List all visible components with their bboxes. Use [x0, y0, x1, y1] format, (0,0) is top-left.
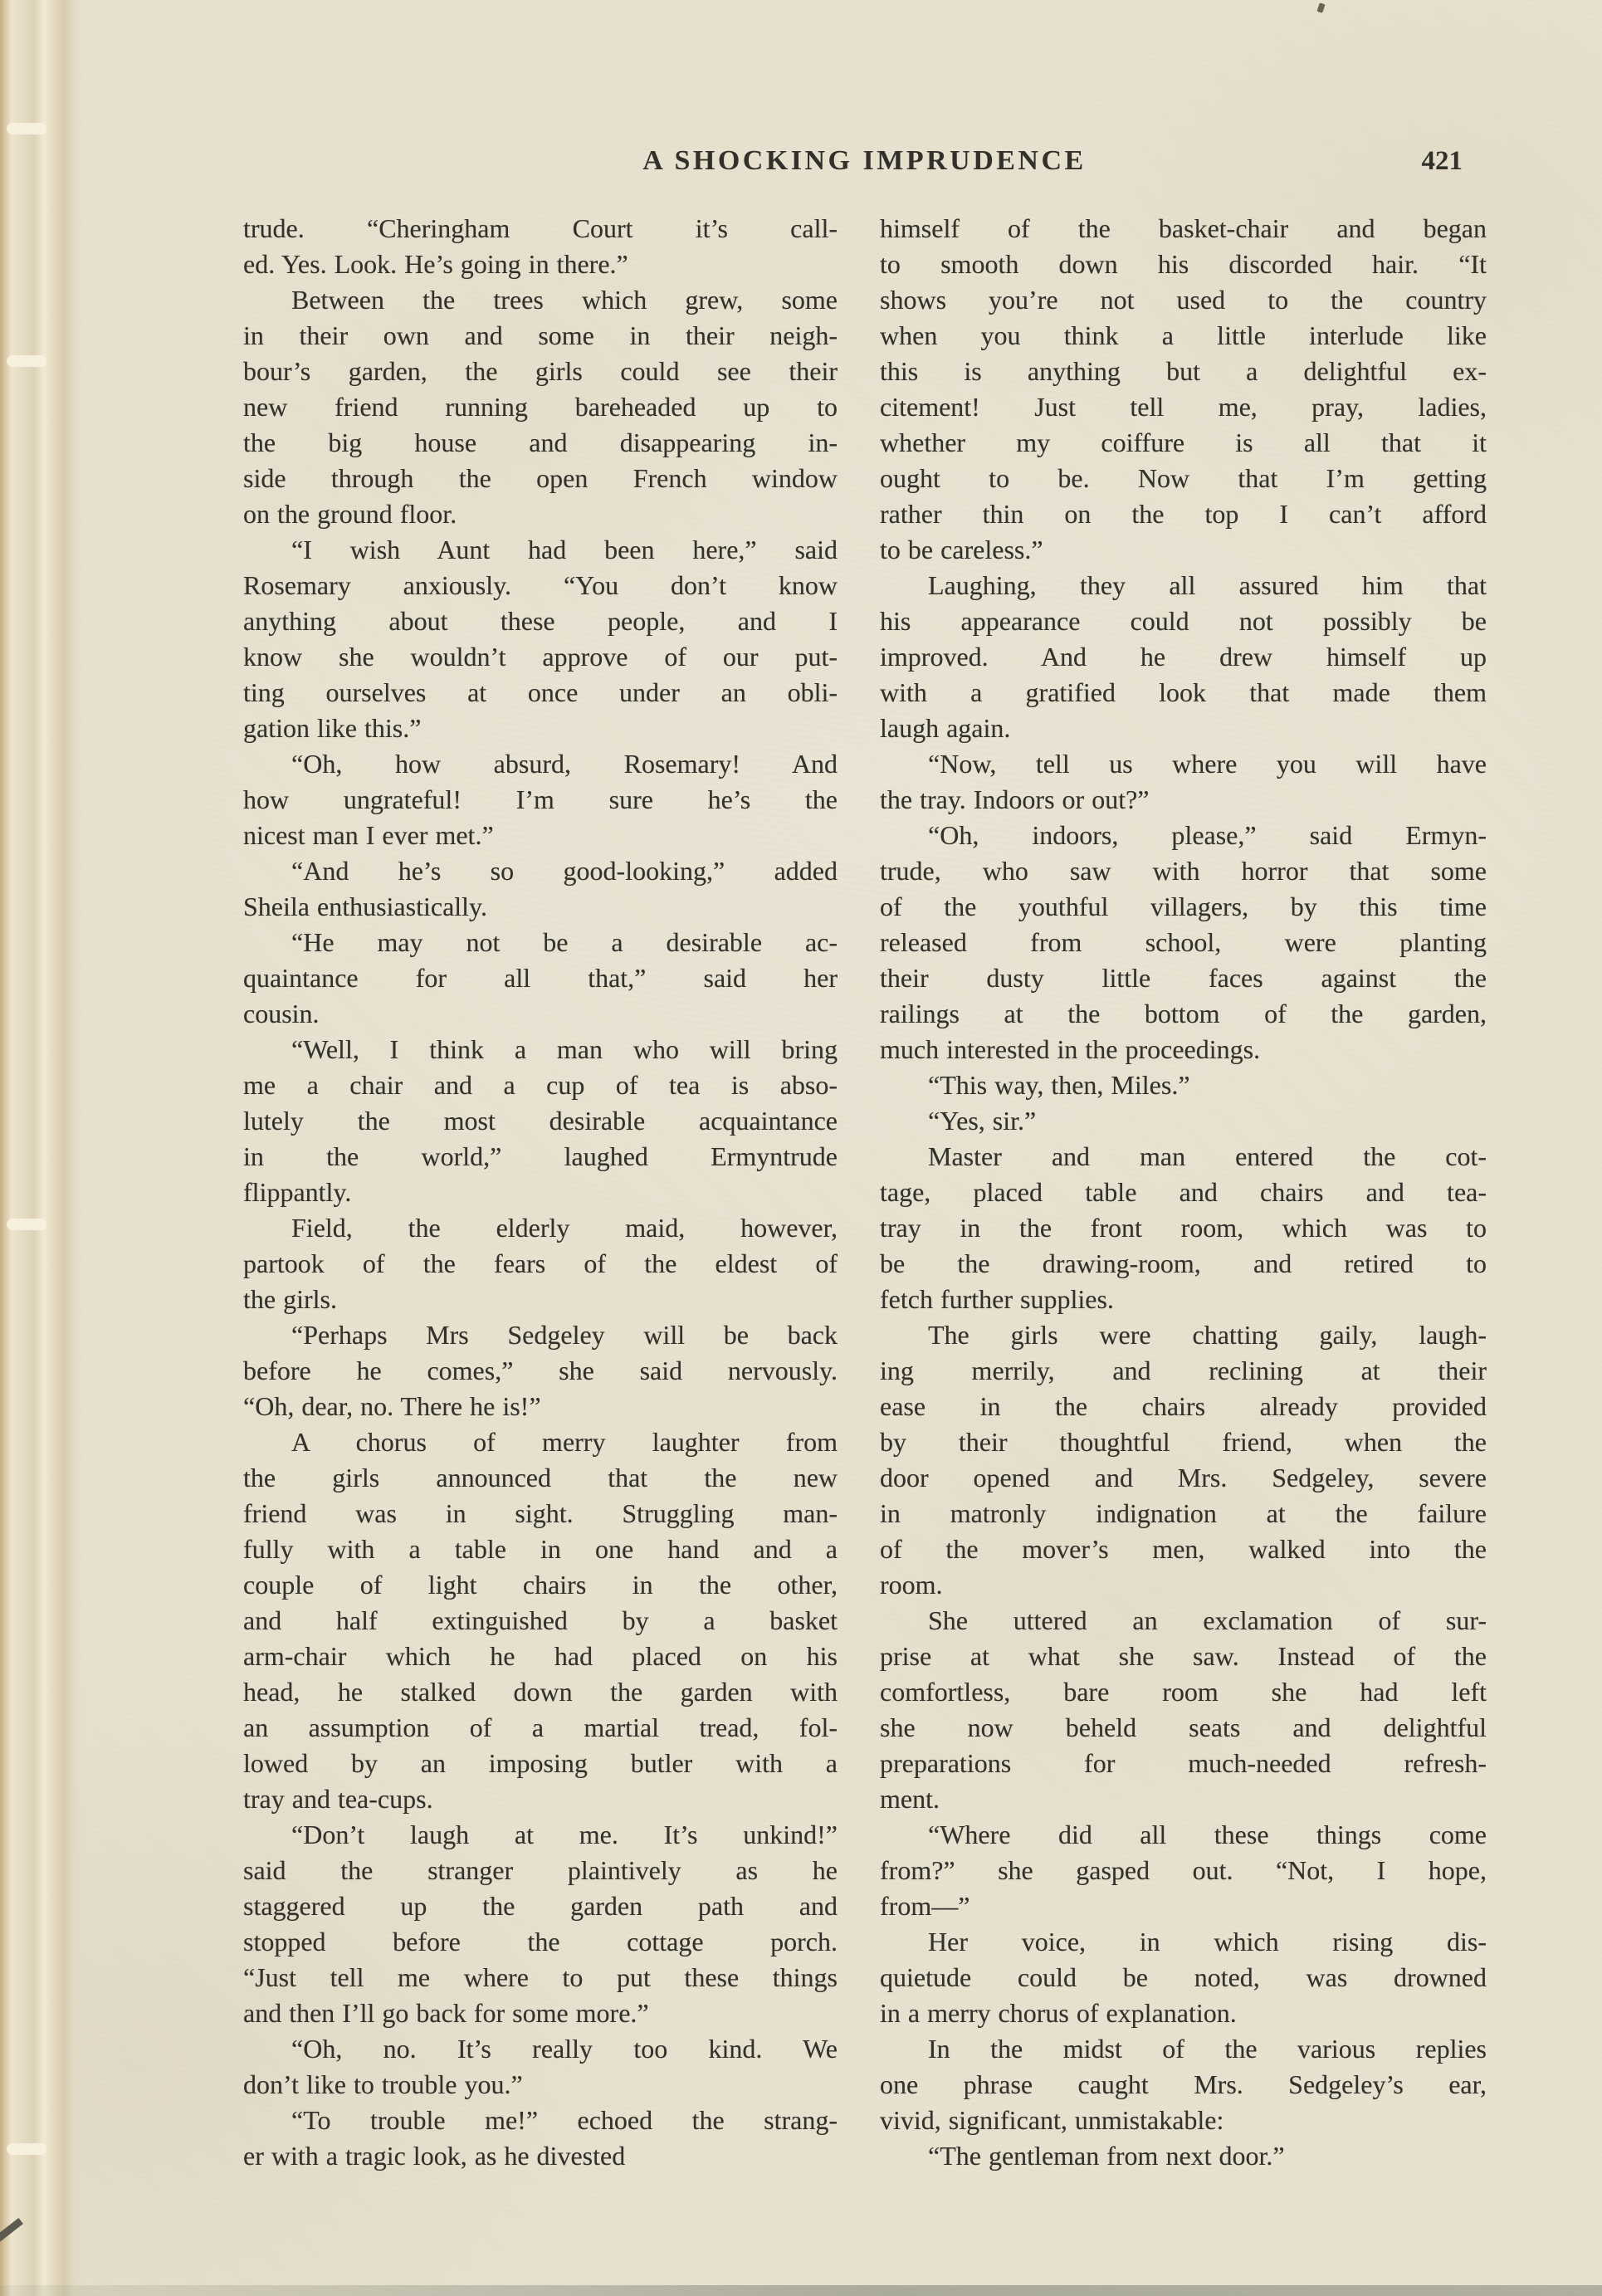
text-line: “The gentleman from next door.”	[928, 2141, 1285, 2171]
text-line: know she wouldn’t approve of our put-	[243, 642, 838, 672]
text-line: laugh again.	[880, 713, 1011, 743]
paragraph	[880, 1924, 1487, 2031]
text-line: anything about these people, and I	[243, 606, 838, 636]
binding-notch	[7, 1219, 46, 1230]
text-line: rather thin on the top I can’t afford	[880, 499, 1487, 529]
text-line: before he comes,” she said nervously.	[243, 1356, 838, 1385]
text-line: ment.	[880, 1784, 940, 1814]
text-column-right	[880, 211, 1487, 2174]
text-line: comfortless, bare room she had left	[880, 1677, 1487, 1707]
text-line: head, he stalked down the garden with	[243, 1677, 838, 1707]
text-line: ed. Yes. Look. He’s going in there.”	[243, 249, 628, 279]
text-line: the big house and disappearing in-	[243, 427, 838, 457]
text-line: the girls announced that the new	[243, 1463, 838, 1492]
text-line: quietude could be noted, was drowned	[880, 1962, 1487, 1992]
text-line: “To trouble me!” echoed the strang-	[291, 2105, 838, 2135]
text-line: door opened and Mrs. Sedgeley, severe	[880, 1463, 1487, 1492]
text-line: when you think a little interlude like	[880, 320, 1487, 350]
text-line: trude. “Cheringham Court it’s call-	[243, 213, 838, 243]
paragraph	[880, 211, 1487, 568]
text-line: couple of light chairs in the other,	[243, 1570, 838, 1600]
text-line: the tray. Indoors or out?”	[880, 784, 1150, 814]
text-line: room.	[880, 1570, 943, 1600]
text-column-left	[243, 211, 838, 2174]
paragraph	[243, 853, 838, 925]
text-line: “Oh, no. It’s really too kind. We	[291, 2034, 838, 2064]
text-line: the girls.	[243, 1284, 337, 1314]
text-line: citement! Just tell me, pray, ladies,	[880, 392, 1487, 422]
text-line: fetch further supplies.	[880, 1284, 1114, 1314]
text-line: whether my coiffure is all that it	[880, 427, 1487, 457]
text-line: an assumption of a martial tread, fol-	[243, 1712, 838, 1742]
text-line: nicest man I ever met.”	[243, 820, 494, 850]
text-line: bour’s garden, the girls could see their	[243, 356, 838, 386]
text-line: from?” she gasped out. “Not, I hope,	[880, 1855, 1487, 1885]
text-line: stopped before the cottage porch.	[243, 1927, 838, 1956]
text-line: Master and man entered the cot-	[928, 1141, 1487, 1171]
text-line: Her voice, in which rising dis-	[928, 1927, 1487, 1956]
text-line: lutely the most desirable acquaintance	[243, 1106, 838, 1136]
text-line: Between the trees which grew, some	[291, 285, 838, 315]
text-line: “And he’s so good-looking,” added	[291, 856, 838, 886]
text-line: fully with a table in one hand and a	[243, 1534, 838, 1564]
text-line: gation like this.”	[243, 713, 422, 743]
paragraph	[880, 2031, 1487, 2138]
text-line: in a merry chorus of explanation.	[880, 1998, 1237, 2028]
text-line: staggered up the garden path and	[243, 1891, 838, 1921]
text-line: er with a tragic look, as he divested	[243, 2141, 626, 2171]
text-line: new friend running bareheaded up to	[243, 392, 838, 422]
paragraph	[880, 1103, 1487, 1139]
paragraph	[880, 1817, 1487, 1924]
text-line: In the midst of the various replies	[928, 2034, 1487, 2064]
text-line: trude, who saw with horror that some	[880, 856, 1487, 886]
text-line: “Oh, how absurd, Rosemary! And	[291, 749, 838, 779]
binding-notch	[7, 355, 46, 367]
text-line: of the youthful villagers, by this time	[880, 892, 1487, 921]
binding-notch	[7, 123, 46, 134]
text-line: “I wish Aunt had been here,” said	[291, 535, 838, 564]
text-line: in their own and some in their neigh-	[243, 320, 838, 350]
text-line: Laughing, they all assured him that	[928, 570, 1487, 600]
text-line: “Don’t laugh at me. It’s unkind!”	[291, 1820, 838, 1849]
text-line: and half extinguished by a basket	[243, 1605, 838, 1635]
text-line: preparations for much-needed refresh-	[880, 1748, 1487, 1778]
text-line: improved. And he drew himself up	[880, 642, 1487, 672]
text-line: shows you’re not used to the country	[880, 285, 1487, 315]
text-line: She uttered an exclamation of sur-	[928, 1605, 1487, 1635]
paragraph	[243, 2103, 838, 2174]
text-line: from—”	[880, 1891, 970, 1921]
text-line: vivid, significant, unmistakable:	[880, 2105, 1224, 2135]
text-line: this is anything but a delightful ex-	[880, 356, 1487, 386]
text-line: cousin.	[243, 999, 320, 1028]
paragraph	[243, 282, 838, 532]
running-title: A SHOCKING IMPRUDENCE	[642, 145, 1087, 176]
page-number: 421	[1421, 146, 1463, 176]
text-line: tray in the front room, which was to	[880, 1213, 1487, 1243]
text-line: “This way, then, Miles.”	[928, 1070, 1190, 1100]
text-line: “Oh, dear, no. There he is!”	[243, 1391, 541, 1421]
scan-bottom-shadow	[0, 2285, 1602, 2296]
text-line: with a gratified look that made them	[880, 677, 1487, 707]
text-line: on the ground floor.	[243, 499, 457, 529]
text-line: in matronly indignation at the failure	[880, 1498, 1487, 1528]
text-line: ought to be. Now that I’m getting	[880, 463, 1487, 493]
text-line: quaintance for all that,” said her	[243, 963, 838, 993]
text-line: “Just tell me where to put these things	[243, 1962, 838, 1992]
text-line: to be careless.”	[880, 535, 1043, 564]
text-line: friend was in sight. Struggling man-	[243, 1498, 838, 1528]
paragraph	[243, 1210, 838, 1317]
paragraph	[243, 1424, 838, 1817]
text-line: Sheila enthusiastically.	[243, 892, 487, 921]
text-line: and then I’ll go back for some more.”	[243, 1998, 649, 2028]
text-line: “Yes, sir.”	[928, 1106, 1037, 1136]
paragraph	[243, 211, 838, 282]
paragraph	[880, 1067, 1487, 1103]
paragraph	[880, 568, 1487, 746]
text-line: “Well, I think a man who will bring	[291, 1034, 838, 1064]
book-binding-gutter	[0, 0, 83, 2296]
text-line: released from school, were planting	[880, 927, 1487, 957]
text-line: much interested in the proceedings.	[880, 1034, 1261, 1064]
text-line: prise at what she saw. Instead of the	[880, 1641, 1487, 1671]
text-line: lowed by an imposing butler with a	[243, 1748, 838, 1778]
text-line: Field, the elderly maid, however,	[291, 1213, 838, 1243]
text-line: The girls were chatting gaily, laugh-	[928, 1320, 1487, 1350]
scan-speck	[1316, 2, 1325, 13]
text-line: ease in the chairs already provided	[880, 1391, 1487, 1421]
text-line: side through the open French window	[243, 463, 838, 493]
text-line: their dusty little faces against the	[880, 963, 1487, 993]
text-line: partook of the fears of the eldest of	[243, 1248, 838, 1278]
paragraph	[243, 532, 838, 746]
text-line: by their thoughtful friend, when the	[880, 1427, 1487, 1457]
text-line: said the stranger plaintively as he	[243, 1855, 838, 1885]
text-line: how ungrateful! I’m sure he’s the	[243, 784, 838, 814]
paragraph	[880, 746, 1487, 818]
text-line: his appearance could not possibly be	[880, 606, 1487, 636]
paragraph	[243, 2031, 838, 2103]
paragraph	[243, 925, 838, 1032]
paragraph	[243, 1817, 838, 2031]
text-line: don’t like to trouble you.”	[243, 2069, 523, 2099]
text-line: Rosemary anxiously. “You don’t know	[243, 570, 838, 600]
text-line: of the mover’s men, walked into the	[880, 1534, 1487, 1564]
text-line: me a chair and a cup of tea is abso-	[243, 1070, 838, 1100]
text-line: in the world,” laughed Ermyntrude	[243, 1141, 838, 1171]
text-line: tray and tea-cups.	[243, 1784, 433, 1814]
text-line: A chorus of merry laughter from	[291, 1427, 838, 1457]
text-line: she now beheld seats and delightful	[880, 1712, 1487, 1742]
text-line: to smooth down his discorded hair. “It	[880, 249, 1487, 279]
paragraph	[880, 2138, 1487, 2174]
text-line: ting ourselves at once under an obli-	[243, 677, 838, 707]
text-line: “Perhaps Mrs Sedgeley will be back	[291, 1320, 838, 1350]
text-line: one phrase caught Mrs. Sedgeley’s ear,	[880, 2069, 1487, 2099]
text-line: tage, placed table and chairs and tea-	[880, 1177, 1487, 1207]
text-line: himself of the basket-chair and began	[880, 213, 1487, 243]
page-header	[243, 139, 1486, 183]
paragraph	[243, 1032, 838, 1210]
text-line: railings at the bottom of the garden,	[880, 999, 1487, 1028]
paragraph	[243, 1317, 838, 1424]
text-line: “Oh, indoors, please,” said Ermyn-	[928, 820, 1487, 850]
text-line: “Now, tell us where you will have	[928, 749, 1487, 779]
paragraph	[243, 746, 838, 853]
text-line: arm-chair which he had placed on his	[243, 1641, 838, 1671]
binding-notch	[7, 2143, 46, 2155]
paragraph	[880, 1317, 1487, 1603]
text-line: “He may not be a desirable ac-	[291, 927, 838, 957]
text-line: “Where did all these things come	[928, 1820, 1487, 1849]
paragraph	[880, 818, 1487, 1067]
paragraph	[880, 1139, 1487, 1317]
paragraph	[880, 1603, 1487, 1817]
text-line: flippantly.	[243, 1177, 352, 1207]
text-line: be the drawing-room, and retired to	[880, 1248, 1487, 1278]
text-line: ing merrily, and reclining at their	[880, 1356, 1487, 1385]
